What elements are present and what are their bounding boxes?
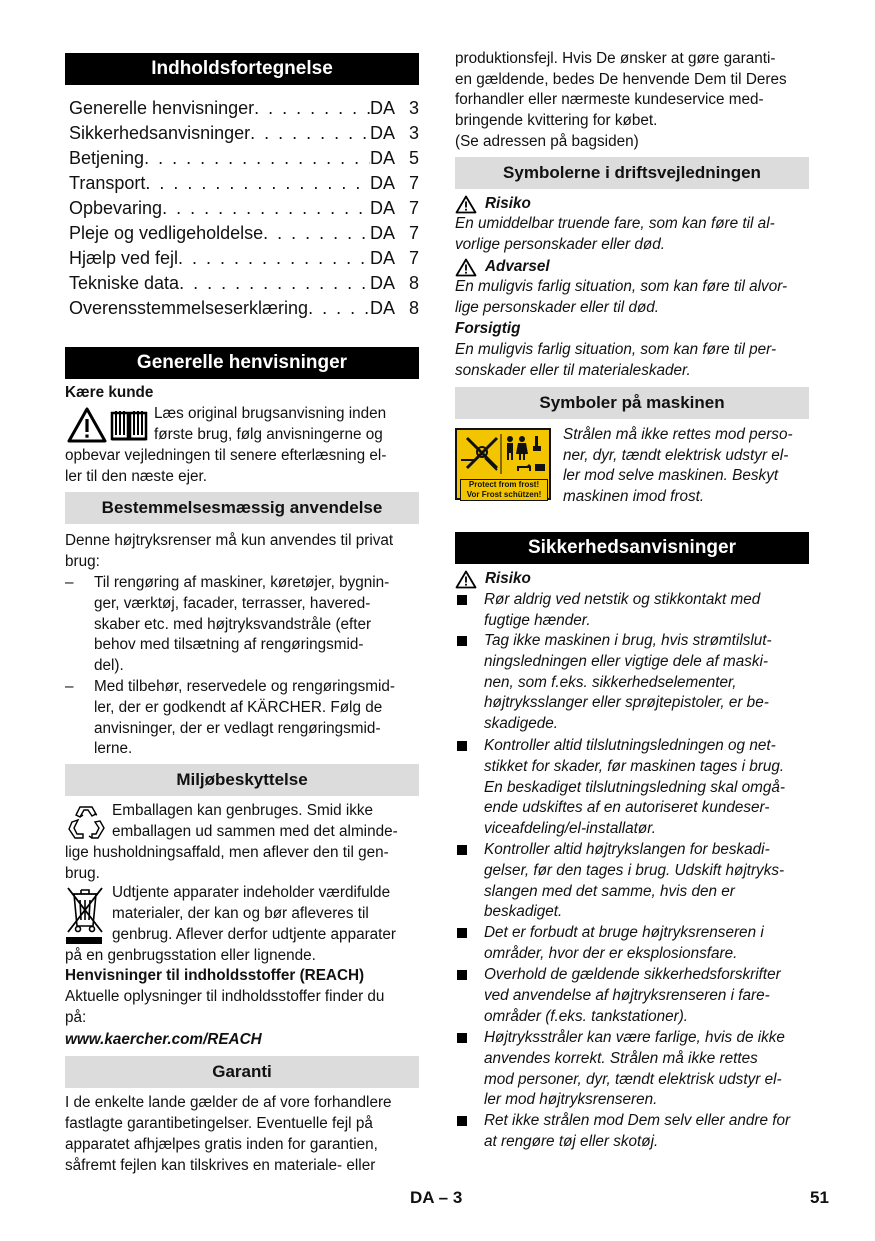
warranty-cont-line-5: (Se adressen på bagsiden) [455, 133, 639, 150]
safety-item-line: ende udskiftes af en autoriseret kundeser- [484, 799, 770, 817]
toc-entry [69, 96, 419, 121]
warning-label-row [455, 257, 550, 277]
use-text-line-1: Denne højtryksrenser må kun anvendes til privat [65, 532, 394, 549]
frost-label-line-2: Vor Frost schützen! [466, 489, 542, 499]
warranty-line-4: såfremt fejlen kan tilskrives en materiale- eller [65, 1157, 376, 1174]
safety-item-line: Ret ikke strålen mod Dem selv eller andre for [484, 1112, 791, 1129]
machine-text-2: ner, dyr, tændt elektrisk udstyr el- [563, 447, 789, 464]
square-bullet-icon [457, 1033, 467, 1043]
toc-entry-title: Opbevaring [69, 198, 163, 218]
safety-item-line: Tag ikke maskinen i brug, hvis strømtilslut- [484, 632, 772, 649]
intro-line-4: ler til den næste ejer. [65, 468, 207, 485]
safety-item-line: fugtige hænder. [484, 611, 591, 629]
safety-item-line: Kontroller altid højtrykslangen for beskadi- [484, 841, 770, 858]
toc-heading: Indholdsfortegnelse [65, 53, 419, 85]
toc-entry-lang: DA [370, 298, 396, 318]
pack-line-3: lige husholdningsaffald, men aflever den til gen- [65, 844, 389, 861]
safety-item-line: viceafdeling/el-installatør. [484, 820, 657, 838]
dash-marker: – [65, 574, 74, 591]
read-manual-icon-group [65, 407, 151, 443]
toc-leader-dots [308, 296, 370, 321]
safety-item-line: slangen med det samme, hvis den er [484, 882, 735, 900]
warning-text-1: En muligvis farlig situation, som kan føre til alvor- [455, 278, 788, 295]
toc-entry-title: Betjening [69, 148, 145, 168]
risk-text-1: En umiddelbar truende fare, som kan føre til al- [455, 215, 775, 232]
toc-entry-title: Hjælp ved fejl [69, 248, 179, 268]
safety-item-line: at rengøre tøj eller skotøj. [484, 1132, 659, 1150]
symbols-heading: Symbolerne i driftsvejledningen [455, 157, 809, 189]
toc-entry [69, 296, 419, 321]
toc-entry [69, 196, 419, 221]
toc-entry-page: 7 [408, 173, 419, 193]
warranty-line-1: I de enkelte lande gælder de af vore forhandlere [65, 1094, 392, 1111]
dear-customer: Kære kunde [65, 384, 154, 401]
safety-item-line: områder, hvor der er eksplosionsfare. [484, 944, 738, 962]
pack-line-2: emballagen ud sammen med det alminde- [112, 823, 398, 840]
pack-line-4: brug. [65, 865, 100, 882]
toc-entry-page: 7 [408, 223, 419, 243]
safety-item [455, 923, 809, 965]
toc-entry-page: 8 [408, 273, 419, 293]
no-spray-pictogram-icon [457, 430, 549, 478]
toc-entry-title: Generelle henvisninger [69, 98, 255, 118]
safety-item-line: nen, som f.eks. sikkerhedselementer, [484, 673, 737, 691]
warranty-line-3: apparatet afhjælpes gratis inden for garantien, [65, 1136, 378, 1153]
safety-item-line: områder (f.eks. tankstationer). [484, 1007, 689, 1025]
warranty-cont-line-4: bringende kvittering for købet. [455, 112, 658, 129]
use-item-1: – Til rengøring af maskiner, køretøjer, bygnin- ger, værktøj, facader, terrasser, havered- skaber etc. med højtryksvandstråle (efter behov med tilsætning af rengøringsmid- del). [65, 574, 390, 675]
toc-entry [69, 221, 419, 246]
toc-leader-dots [144, 146, 370, 171]
toc-entry-page: 3 [408, 98, 419, 118]
toc-leader-dots [145, 171, 370, 196]
toc-entry-page: 7 [408, 198, 419, 218]
toc-entry-lang: DA [370, 248, 396, 268]
footer-page-number: 51 [810, 1188, 829, 1207]
safety-item [455, 1028, 809, 1111]
manual-book-icon [109, 407, 149, 443]
safety-item-line: Højtryksstråler kan være farlige, hvis de ikke [484, 1029, 785, 1046]
weee-line-3: genbrug. Aflever derfor udtjente apparater [112, 926, 397, 943]
safety-item-line: højtryksslanger eller sprøjtepistoler, er be- [484, 694, 769, 712]
reach-line-1: Aktuelle oplysninger til indholdsstoffer finder du [65, 988, 385, 1005]
square-bullet-icon [457, 970, 467, 980]
toc-entry-lang: DA [370, 198, 396, 218]
warranty-cont-line-3: forhandler eller nærmeste kundeservice med- [455, 91, 764, 108]
warning-label: Advarsel [485, 258, 550, 275]
safety-item-line: beskadiget. [484, 903, 563, 921]
frost-label-line-1: Protect from frost! [468, 480, 540, 489]
warning-triangle-icon [455, 195, 477, 214]
toc-leader-dots [254, 96, 370, 121]
toc-entry-title: Sikkerhedsanvisninger [69, 123, 251, 143]
warranty-cont-line-2: en gældende, bedes De henvende Dem til Deres [455, 71, 787, 88]
reach-title: Henvisninger til indholdsstoffer (REACH) [65, 967, 365, 984]
risk-label: Risiko [485, 195, 531, 212]
weee-line-2: materialer, der kan og bør afleveres til [112, 905, 369, 922]
machine-symbols-heading: Symboler på maskinen [455, 387, 809, 419]
toc-leader-dots [178, 246, 370, 271]
dash-marker: – [65, 678, 74, 695]
toc-entry-lang: DA [370, 148, 396, 168]
reach-line-2: på: [65, 1009, 87, 1026]
warranty-line-2: fastlagte garantibetingelser. Eventuelle fejl på [65, 1115, 373, 1132]
risk-label-row [455, 194, 531, 214]
safety-item-line: stikket for skader, før maskinen tages i brug. [484, 757, 785, 775]
safety-item-line: ved anvendelse af højtryksrenseren i fare- [484, 986, 770, 1004]
square-bullet-icon [457, 636, 467, 646]
toc-entry-page: 3 [408, 123, 419, 143]
toc-entry-lang: DA [370, 98, 396, 118]
safety-item-line: Det er forbudt at bruge højtryksrenseren i [484, 924, 764, 941]
toc-leader-dots [162, 196, 370, 221]
square-bullet-icon [457, 845, 467, 855]
machine-text-1: Strålen må ikke rettes mod perso- [563, 426, 793, 443]
machine-text-4: maskinen imod frost. [563, 488, 705, 505]
warning-triangle-icon [455, 258, 477, 277]
toc-entry-lang: DA [370, 123, 396, 143]
caution-label: Forsigtig [455, 320, 521, 337]
general-heading: Generelle henvisninger [65, 347, 419, 379]
caution-text-2: sonskader eller til materialeskader. [455, 362, 691, 379]
toc-entry-title: Overensstemmelseserklæring [69, 298, 309, 318]
pack-line-1: Emballagen kan genbruges. Smid ikke [112, 802, 374, 819]
toc-entry-page: 7 [408, 248, 419, 268]
use-text-line-2: brug: [65, 553, 100, 570]
toc-entry-page: 8 [408, 298, 419, 318]
square-bullet-icon [457, 741, 467, 751]
safety-risk-label-row [455, 569, 531, 589]
warning-triangle-icon [455, 570, 477, 589]
machine-text-3: ler mod selve maskinen. Beskyt [563, 467, 779, 484]
footer-language-page: DA – 3 [410, 1188, 463, 1207]
safety-risk-label: Risiko [485, 570, 531, 587]
toc-entry-page: 5 [408, 148, 419, 168]
safety-item-line: En beskadiget tilslutningsledning skal omgå- [484, 778, 786, 796]
safety-item-line: ningsledningen eller vigtige dele af maski- [484, 652, 769, 670]
machine-warning-label [455, 428, 551, 500]
safety-item-line: Rør aldrig ved netstik og stikkontakt med [484, 591, 761, 608]
risk-text-2: vorlige personskader eller død. [455, 236, 666, 253]
crossed-bin-icon [65, 884, 105, 946]
use-item-2: – Med tilbehør, reservedele og rengøringsmid- ler, der er godkendt af KÄRCHER. Følg de anvisninger, der er vedlagt rengøringsmid- lerne. [65, 678, 395, 758]
toc-entry [69, 246, 419, 271]
square-bullet-icon [457, 1116, 467, 1126]
safety-item-line: ler mod højtryksrenseren. [484, 1091, 658, 1109]
safety-item-line: Kontroller altid tilslutningsledningen og net- [484, 737, 776, 754]
safety-item-line: skadigede. [484, 715, 558, 733]
weee-line-4: på en genbrugsstation eller lignende. [65, 947, 316, 964]
toc-entry-title: Pleje og vedligeholdelse [69, 223, 264, 243]
toc-leader-dots [179, 271, 370, 296]
toc-entry-lang: DA [370, 223, 396, 243]
square-bullet-icon [457, 595, 467, 605]
safety-item-line: gelser, før den tages i brug. Udskift højtryks- [484, 861, 785, 879]
safety-item [455, 590, 809, 632]
toc-leader-dots [263, 221, 370, 246]
safety-item [455, 965, 809, 1027]
intro-line-2: første brug, følg anvisningerne og [154, 426, 383, 443]
weee-line-1: Udtjente apparater indeholder værdifulde [112, 884, 391, 901]
intro-line-3: opbevar vejledningen til senere efterlæsning el- [65, 447, 387, 464]
toc-entry-title: Tekniske data [69, 273, 180, 293]
intro-line-1: Læs original brugsanvisning inden [154, 405, 387, 422]
square-bullet-icon [457, 928, 467, 938]
toc-entry [69, 171, 419, 196]
toc-entry [69, 121, 419, 146]
toc-leader-dots [250, 121, 370, 146]
recycling-icon [66, 803, 106, 843]
toc-entry [69, 271, 419, 296]
safety-heading: Sikkerhedsanvisninger [455, 532, 809, 564]
env-heading: Miljøbeskyttelse [65, 764, 419, 796]
safety-item [455, 631, 809, 735]
toc-entry [69, 146, 419, 171]
toc-entry-title: Transport [69, 173, 146, 193]
toc-entry-lang: DA [370, 173, 396, 193]
safety-item [455, 736, 809, 840]
reach-url: www.kaercher.com/REACH [65, 1031, 262, 1048]
warranty-cont-line-1: produktionsfejl. Hvis De ønsker at gøre garanti- [455, 50, 776, 67]
frost-label-box [460, 479, 548, 501]
safety-item [455, 840, 809, 923]
caution-text-1: En muligvis farlig situation, som kan føre til per- [455, 341, 777, 358]
safety-item-line: mod personer, dyr, tændt elektrisk udstyr el- [484, 1070, 782, 1088]
safety-item [455, 1111, 809, 1153]
safety-item-line: Overhold de gældende sikkerhedsforskrifter [484, 966, 781, 983]
toc-list [69, 96, 419, 321]
warning-triangle-icon [67, 407, 107, 443]
warning-text-2: lige personskader eller til død. [455, 299, 660, 316]
warranty-heading: Garanti [65, 1056, 419, 1088]
safety-item-line: anvendes korrekt. Strålen må ikke rettes [484, 1049, 758, 1067]
use-heading: Bestemmelsesmæssig anvendelse [65, 492, 419, 524]
toc-entry-lang: DA [370, 273, 396, 293]
